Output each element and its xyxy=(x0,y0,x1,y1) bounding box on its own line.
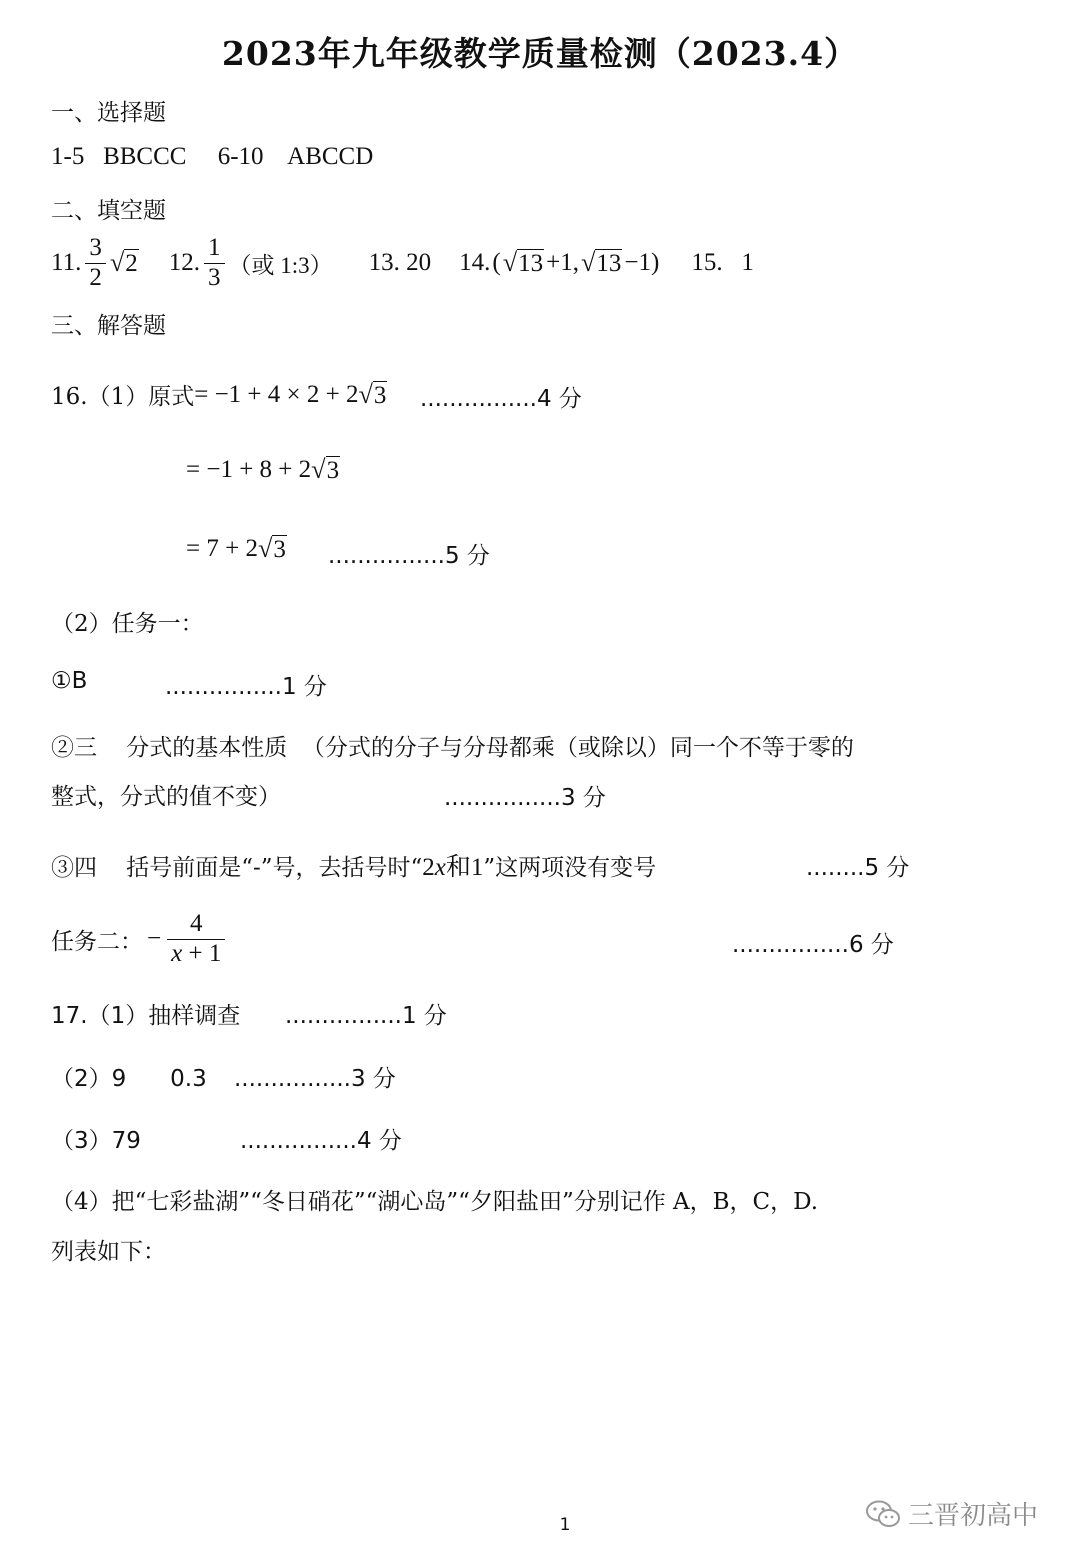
wechat-icon xyxy=(866,1500,900,1528)
task1-a: ①B xyxy=(51,668,88,694)
q16-radicand-2: 3 xyxy=(326,457,340,484)
task1-c-math-a: 2 xyxy=(422,854,435,881)
q14-radicand-1: 13 xyxy=(518,250,544,278)
q17-part-2-score: ................3 分 xyxy=(234,1066,396,1092)
q12-fraction xyxy=(204,234,225,293)
choice-answers: 1-5 BBCCC 6-10 ABCCD xyxy=(51,143,374,170)
q16-sqrt-1: √3 xyxy=(358,379,387,409)
q17-part-3: （3）79 xyxy=(51,1128,141,1154)
q16-expr-1: = −1 + 4 × 2 + 2 xyxy=(194,380,359,408)
q17-part-1-score: ................1 分 xyxy=(285,1003,447,1029)
q14-plus: +1, xyxy=(546,249,579,277)
q16-expr-3: = 7 + 2 xyxy=(186,535,258,562)
q14-radicand-2: 13 xyxy=(596,250,622,278)
q16-part-2: （2）任务一： xyxy=(51,611,204,637)
task2 xyxy=(51,910,227,969)
task2-den-rest: + 1 xyxy=(182,939,222,967)
q14-sqrt-2: √13 xyxy=(581,248,622,278)
q16-line-1 xyxy=(51,378,387,411)
q16-radicand-1: 3 xyxy=(373,381,387,409)
q14-open: ( xyxy=(492,249,501,277)
task1-c xyxy=(51,847,656,883)
page-number: 1 xyxy=(559,1515,571,1535)
q17-part-2: （2）9 0.3 xyxy=(51,1066,207,1092)
task2-denominator xyxy=(167,940,225,969)
fill-answers xyxy=(51,234,754,293)
q11-sqrt: √2 xyxy=(109,248,138,278)
task1-b-line-2: 整式，分式的值不变） xyxy=(51,784,281,810)
task2-numerator: 4 xyxy=(167,910,225,940)
task1-c-pre: ③四 括号前面是“-”号，去括号时“ xyxy=(51,855,423,881)
q12-note: （或 1:3） xyxy=(228,252,333,278)
fill-heading: 二、填空题 xyxy=(51,198,166,224)
choice-heading: 一、选择题 xyxy=(51,100,166,126)
q17-part-4-line-1: （4）把“七彩盐湖”“冬日硝花”“湖心岛”“夕阳盐田”分别记作 A，B，C，D. xyxy=(51,1189,819,1215)
q14-label: 14. xyxy=(459,249,491,277)
task1-c-math-x: x xyxy=(434,854,446,881)
q16-line-3 xyxy=(186,534,287,564)
q17-part-1: 17.（1）抽样调查 xyxy=(51,1003,241,1029)
q17-part-4-line-2: 列表如下： xyxy=(51,1239,166,1265)
q16-label: 16.（1）原式 xyxy=(51,384,195,410)
task2-score: ................6 分 xyxy=(732,932,894,958)
q16-sqrt-3: √3 xyxy=(257,534,286,563)
q12-denominator: 3 xyxy=(208,263,221,291)
task2-den-x: x xyxy=(171,939,183,967)
task2-label: 任务二： xyxy=(51,928,143,955)
q16-score-1: ................4 分 xyxy=(420,386,582,412)
q16-expr-2: = −1 + 8 + 2 xyxy=(186,456,312,483)
solve-heading: 三、解答题 xyxy=(51,313,166,339)
task1-b-score: ................3 分 xyxy=(444,785,606,811)
q11-fraction xyxy=(85,234,106,293)
task1-c-math-b: 和1 xyxy=(445,854,484,881)
q16-line-2 xyxy=(186,455,340,485)
q12-label: 12. xyxy=(168,249,200,277)
task1-a-score: ................1 分 xyxy=(165,674,327,700)
q14-minus: −1) xyxy=(624,249,660,277)
q12-numerator: 1 xyxy=(204,234,225,264)
q17-part-3-score: ................4 分 xyxy=(240,1128,402,1154)
q14-sqrt-1: √13 xyxy=(502,248,544,278)
q16-score-3: ................5 分 xyxy=(328,543,490,569)
watermark-text: 三晋初高中 xyxy=(908,1501,1039,1531)
q13-answer: 13. 20 xyxy=(368,249,432,277)
task1-b-line-1: ②三 分式的基本性质 （分式的分子与分母都乘（或除以）同一个不等于零的 xyxy=(51,735,854,761)
q16-radicand-3: 3 xyxy=(273,536,286,563)
task1-c-score: ........5 分 xyxy=(806,855,910,881)
q15-answer: 15. 1 xyxy=(691,249,754,277)
q11-numerator: 3 xyxy=(85,234,106,264)
q16-sqrt-2: √3 xyxy=(311,455,340,484)
task1-c-post: ”这两项没有变号 xyxy=(483,855,657,881)
q11-denominator: 2 xyxy=(89,263,102,291)
watermark xyxy=(866,1495,1038,1532)
task2-fraction xyxy=(167,910,225,969)
task2-sign: − xyxy=(147,925,162,953)
page-title: 2023年九年级教学质量检测（2023.4） xyxy=(221,34,859,73)
q11-radicand: 2 xyxy=(125,250,138,278)
q11-label: 11. xyxy=(51,249,82,277)
